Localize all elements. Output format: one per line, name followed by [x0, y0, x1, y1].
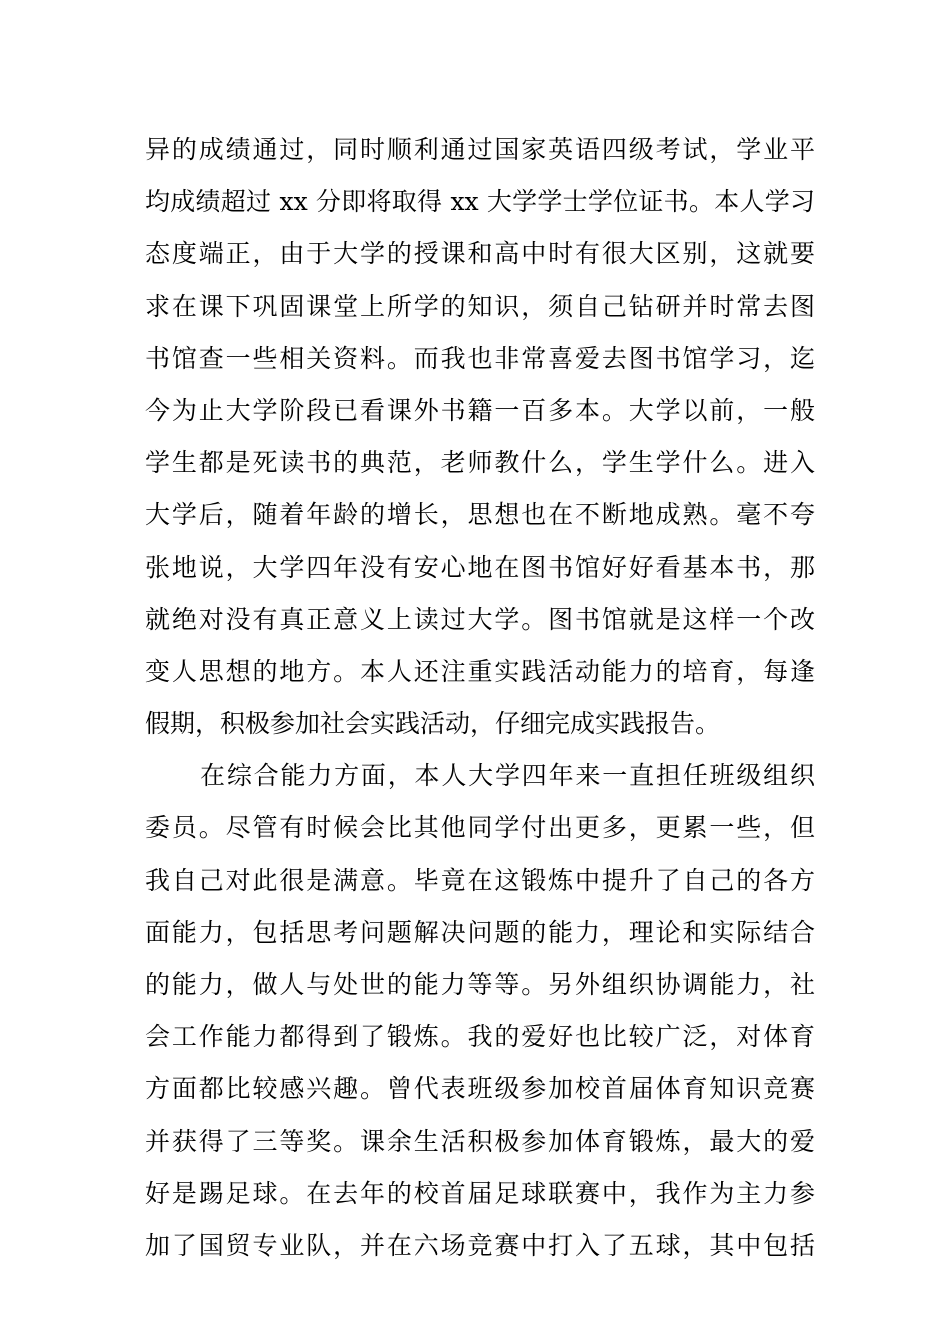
- text-line: 好是踢足球。在去年的校首届足球联赛中，我作为主力参: [145, 1178, 815, 1208]
- text-line: 均成绩超过 xx 分即将取得 xx 大学学士学位证书。本人学习: [145, 187, 815, 217]
- text-line: 加了国贸专业队，并在六场竞赛中打入了五球，其中包括: [145, 1230, 815, 1260]
- text-line: 委员。尽管有时候会比其他同学付出更多，更累一些，但: [145, 813, 815, 843]
- text-line: 态度端正，由于大学的授课和高中时有很大区别，这就要: [145, 239, 815, 269]
- text-line: 的能力，做人与处世的能力等等。另外组织协调能力，社: [145, 970, 815, 999]
- text-line: 大学后，随着年龄的增长，思想也在不断地成熟。毫不夸: [145, 500, 815, 530]
- text-line: 面能力，包括思考问题解决问题的能力，理论和实际结合: [145, 917, 815, 947]
- text-line: 就绝对没有真正意义上读过大学。图书馆就是这样一个改: [145, 604, 815, 634]
- text-line: 并获得了三等奖。课余生活积极参加体育锻炼，最大的爱: [145, 1126, 815, 1156]
- text-line: 学生都是死读书的典范，老师教什么，学生学什么。进入: [145, 448, 815, 478]
- text-line: 异的成绩通过，同时顺利通过国家英语四级考试，学业平: [145, 135, 815, 164]
- text-line: 求在课下巩固课堂上所学的知识，须自己钻研并时常去图: [145, 291, 815, 321]
- text-line: 书馆查一些相关资料。而我也非常喜爱去图书馆学习，迄: [145, 343, 815, 373]
- text-line: 今为止大学阶段已看课外书籍一百多本。大学以前，一般: [145, 395, 815, 425]
- text-line: 变人思想的地方。本人还注重实践活动能力的培育，每逢: [145, 656, 815, 686]
- paragraph-end-line: 假期，积极参加社会实践活动，仔细完成实践报告。: [145, 709, 721, 739]
- text-line: 方面都比较感兴趣。曾代表班级参加校首届体育知识竞赛: [145, 1074, 815, 1104]
- body-text: [145, 124, 815, 1272]
- text-line: 会工作能力都得到了锻炼。我的爱好也比较广泛，对体育: [145, 1022, 815, 1052]
- text-line: 张地说，大学四年没有安心地在图书馆好好看基本书，那: [145, 552, 815, 582]
- text-line: 我自己对此很是满意。毕竟在这锻炼中提升了自己的各方: [145, 865, 815, 895]
- paragraph-start-line: 在综合能力方面，本人大学四年来一直担任班级组织: [200, 761, 815, 791]
